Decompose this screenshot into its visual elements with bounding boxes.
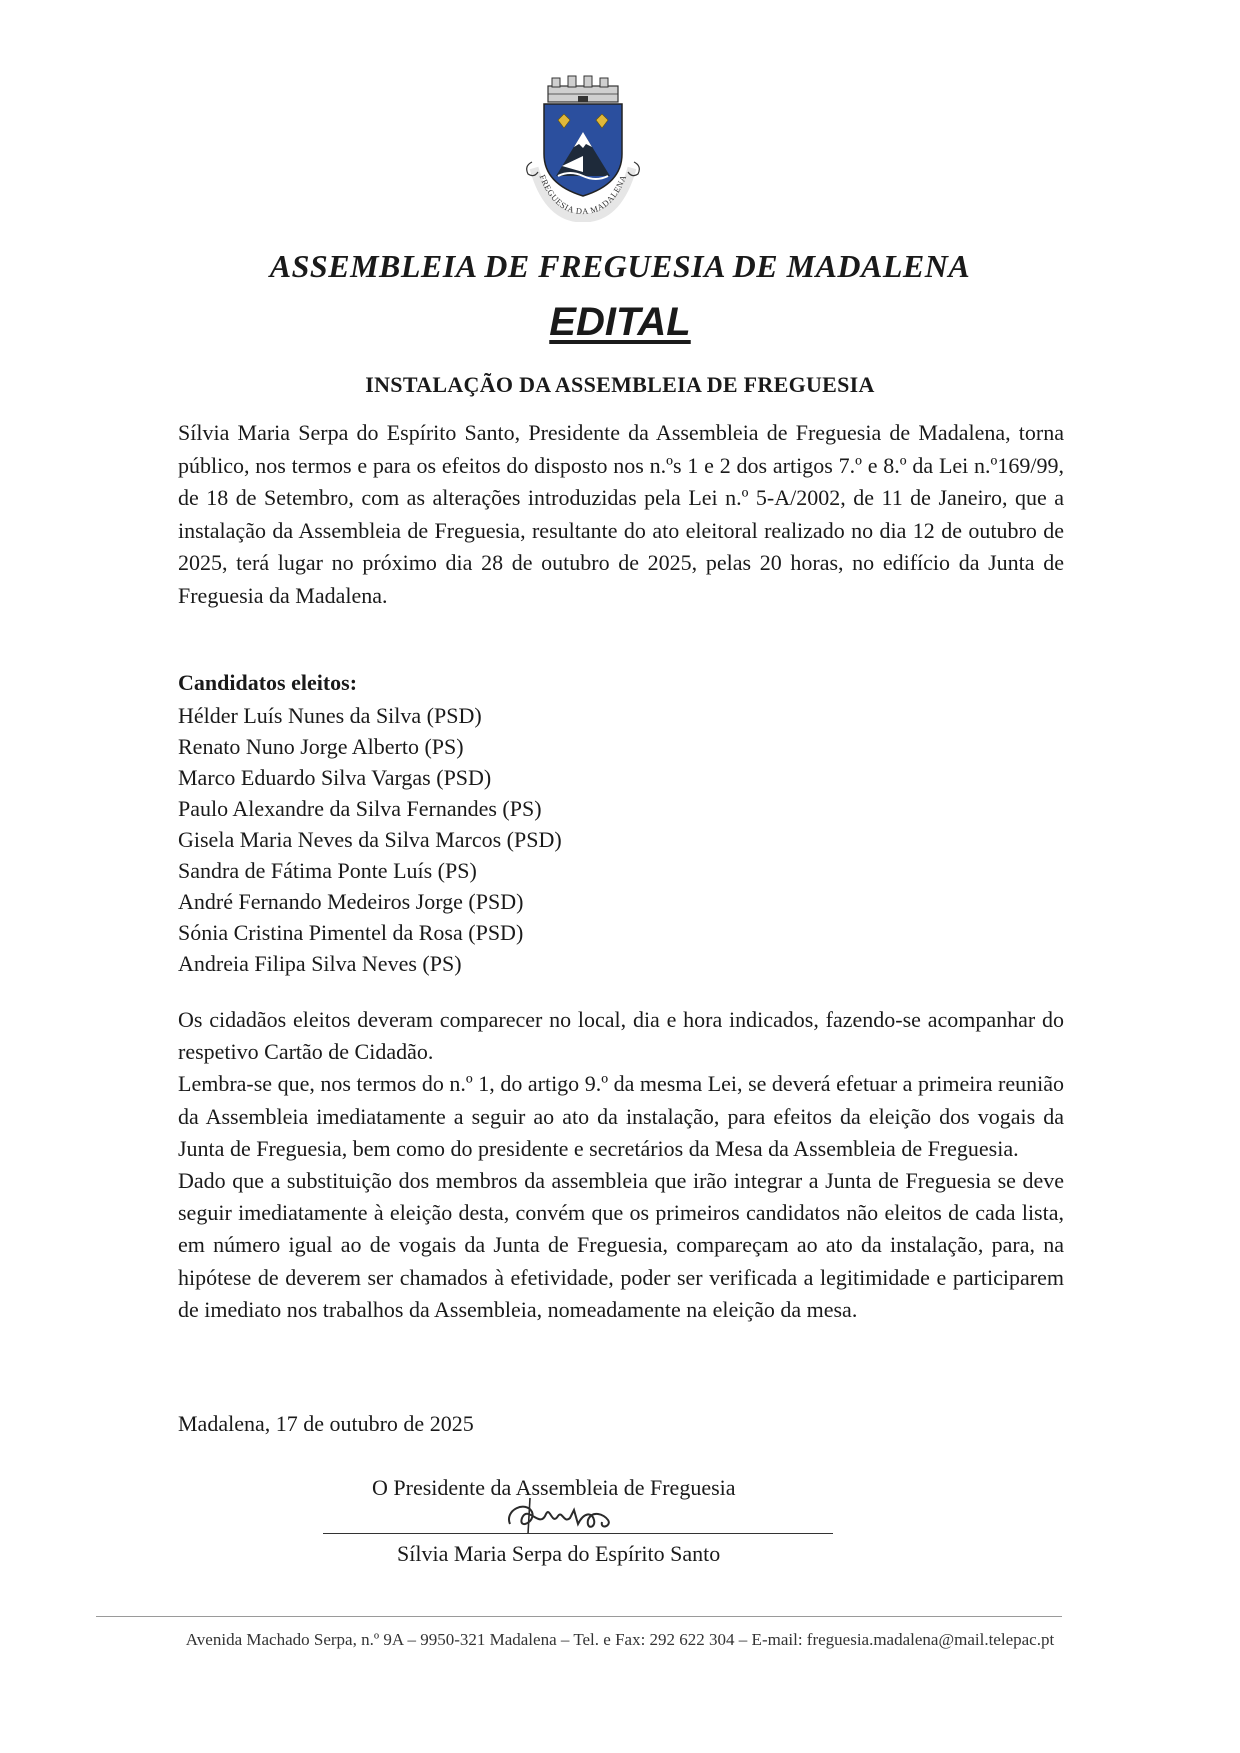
- closing-section: [178, 1004, 1064, 1326]
- document-subtitle: INSTALAÇÃO DA ASSEMBLEIA DE FREGUESIA: [365, 372, 875, 397]
- candidate-item: André Fernando Medeiros Jorge (PSD): [178, 889, 524, 914]
- shield-icon: [544, 104, 622, 196]
- candidate-item: Paulo Alexandre da Silva Fernandes (PS): [178, 796, 542, 821]
- signatory-name: Sílvia Maria Serpa do Espírito Santo: [397, 1541, 721, 1566]
- mural-crown-icon: [548, 76, 618, 102]
- footer-divider: [96, 1616, 1062, 1617]
- candidate-item: Marco Eduardo Silva Vargas (PSD): [178, 765, 492, 790]
- document-type-heading: EDITAL: [549, 300, 691, 344]
- candidates-list: [178, 700, 562, 979]
- signature-line: [323, 1533, 833, 1534]
- closing-paragraph-first-meeting: Lembra-se que, nos termos do n.º 1, do artigo 9.º da mesma Lei, se deverá efetuar a primeira reunião da Assembleia imediatamente a seguir ao ato da instalação, para efeitos da eleição dos vogais da Junta de Freguesia, bem como do presidente e secretários da Mesa da Assembleia de Freguesia.: [178, 1071, 1064, 1161]
- closing-paragraph-attendance: Os cidadãos eleitos deveram comparecer no local, dia e hora indicados, fazendo-se acompanhar do respetivo Cartão de Cidadão.: [178, 1007, 1064, 1065]
- candidate-item: Sandra de Fátima Ponte Luís (PS): [178, 858, 477, 883]
- candidate-item: Sónia Cristina Pimentel da Rosa (PSD): [178, 920, 524, 945]
- signatory-title: O Presidente da Assembleia de Freguesia: [372, 1475, 736, 1500]
- footer-contact: Avenida Machado Serpa, n.º 9A – 9950-321 Madalena – Tel. e Fax: 292 622 304 – E-mail: freguesia.madalena@mail.telepac.pt: [185, 1630, 1055, 1649]
- ribbon-text: FREGUESIA DA MADALENA: [537, 173, 629, 217]
- candidate-item: Hélder Luís Nunes da Silva (PSD): [178, 703, 482, 728]
- intro-paragraph: Sílvia Maria Serpa do Espírito Santo, Presidente da Assembleia de Freguesia de Madalena, torna público, nos termos e para os efeitos do disposto nos n.ºs 1 e 2 dos artigos 7.º e 8.º da Lei n.º169/99, de 18 de Setembro, com as alterações introduzidas pela Lei n.º 5-A/2002, de 11 de Janeiro, que a instalação da Assembleia de Freguesia, resultante do ato eleitoral realizado no dia 12 de outubro de 2025, terá lugar no próximo dia 28 de outubro de 2025, pelas 20 horas, no edifício da Junta de Freguesia da Madalena.: [178, 420, 1064, 608]
- parish-crest-logo: [508, 72, 658, 222]
- candidate-item: Andreia Filipa Silva Neves (PS): [178, 951, 462, 976]
- candidate-item: Gisela Maria Neves da Silva Marcos (PSD): [178, 827, 562, 852]
- organization-title: ASSEMBLEIA DE FREGUESIA DE MADALENA: [269, 248, 971, 284]
- candidates-heading: Candidatos eleitos:: [178, 670, 358, 695]
- candidate-item: Renato Nuno Jorge Alberto (PS): [178, 734, 464, 759]
- closing-paragraph-substitution: Dado que a substituição dos membros da assembleia que irão integrar a Junta de Freguesia se deve seguir imediatamente à eleição desta, convém que os primeiros candidatos não eleitos de cada lista, em número igual ao de vogais da Junta de Freguesia, compareçam ao ato da instalação, para, na hipótese de deverem ser chamados à efetividade, poder ser verificada a legitimidade e participarem de imediato nos trabalhos da Assembleia, nomeadamente na eleição da mesa.: [178, 1168, 1064, 1322]
- place-date-line: Madalena, 17 de outubro de 2025: [178, 1411, 474, 1436]
